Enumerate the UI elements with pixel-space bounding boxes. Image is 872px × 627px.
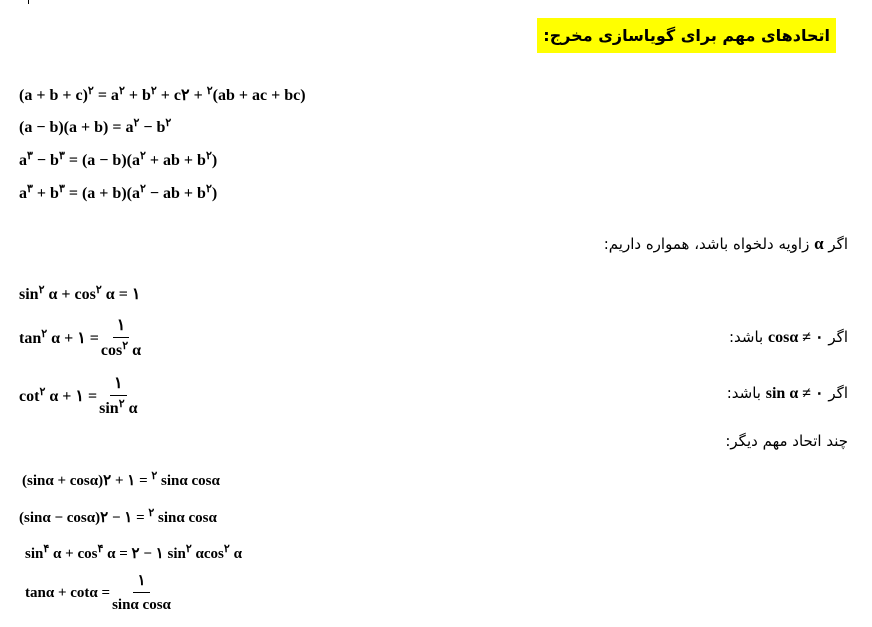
fourth-power-identity: $\sin^۴ \alpha + \cos^۴ \alpha$ = ١ − ٢ $\sin^٢ \alpha\cos^٢$ α	[25, 543, 242, 562]
tan-plus-cot-identity: tanα + cotα = $\frac{١}{\text{sinα cosα}}$	[25, 573, 171, 613]
tan-squared-identity: $\tan^٢ \alpha$ + ١ = $\frac{١}{\cos^٢ \alpha}$	[19, 317, 142, 359]
fraction-numerator: ١	[133, 574, 149, 593]
rationalization-heading	[537, 28, 836, 44]
identity-difference-of-squares: $(a - b)(a + b) = a^٢ - b^٢$	[19, 117, 172, 136]
identity-sum-of-cubes: $a^٣ + b^٣ = (a + b)(a^٢$ − ab + $b^٢$)	[19, 183, 218, 202]
fraction-denominator: sinα cosα	[112, 597, 171, 613]
pythagorean-identity: $\sin^٢ \alpha + \cos^٢ \alpha$ = ١	[19, 284, 141, 303]
fraction-denominator: $\cos^٢ \alpha$	[100, 340, 142, 359]
fraction-numerator: ١	[113, 318, 130, 338]
fraction	[99, 376, 137, 417]
fraction-numerator: ١	[110, 376, 127, 396]
cot-squared-identity: $\cot^٢ \alpha$ + ١ = $\frac{١}{\sin^٢ \alpha}$	[19, 375, 138, 417]
identity-trinomial-square: $(a + b + c)^٢ = a^٢ + b^٢ + c$ $^٢$ + ٢(ab + ac + bc)	[19, 85, 306, 104]
sin-nonzero-condition: اگر sin α ≠ ٠ باشد:	[726, 384, 848, 402]
sin-plus-cos-square: (sinα + cosα) $^٢$ = ١ + ٢ sinα cosα	[22, 470, 220, 489]
alpha-symbol: α	[814, 234, 824, 253]
other-identities-heading: چند اتحاد مهم دیگر:	[725, 432, 848, 450]
alpha-intro-sentence: اگر α زاویه دلخواه باشد، همواره داریم:	[603, 234, 848, 253]
fraction	[101, 318, 141, 359]
fraction	[112, 574, 171, 613]
identity-difference-of-cubes: $a^٣ - b^٣ = (a - b)(a^٢$ + ab + $b^٢$)	[19, 150, 218, 169]
sin-minus-cos-square: (sinα − cosα) $^٢$ = ١ − ٢ sinα cosα	[19, 507, 217, 526]
fraction-denominator: $\sin^٢ \alpha$	[99, 398, 138, 417]
page-corner-mark	[28, 0, 29, 4]
cos-nonzero-condition: اگر cosα ≠ ٠ باشد:	[728, 328, 848, 346]
highlighted-heading-text: اتحادهای مهم برای گویاسازی مخرج:	[537, 18, 836, 53]
